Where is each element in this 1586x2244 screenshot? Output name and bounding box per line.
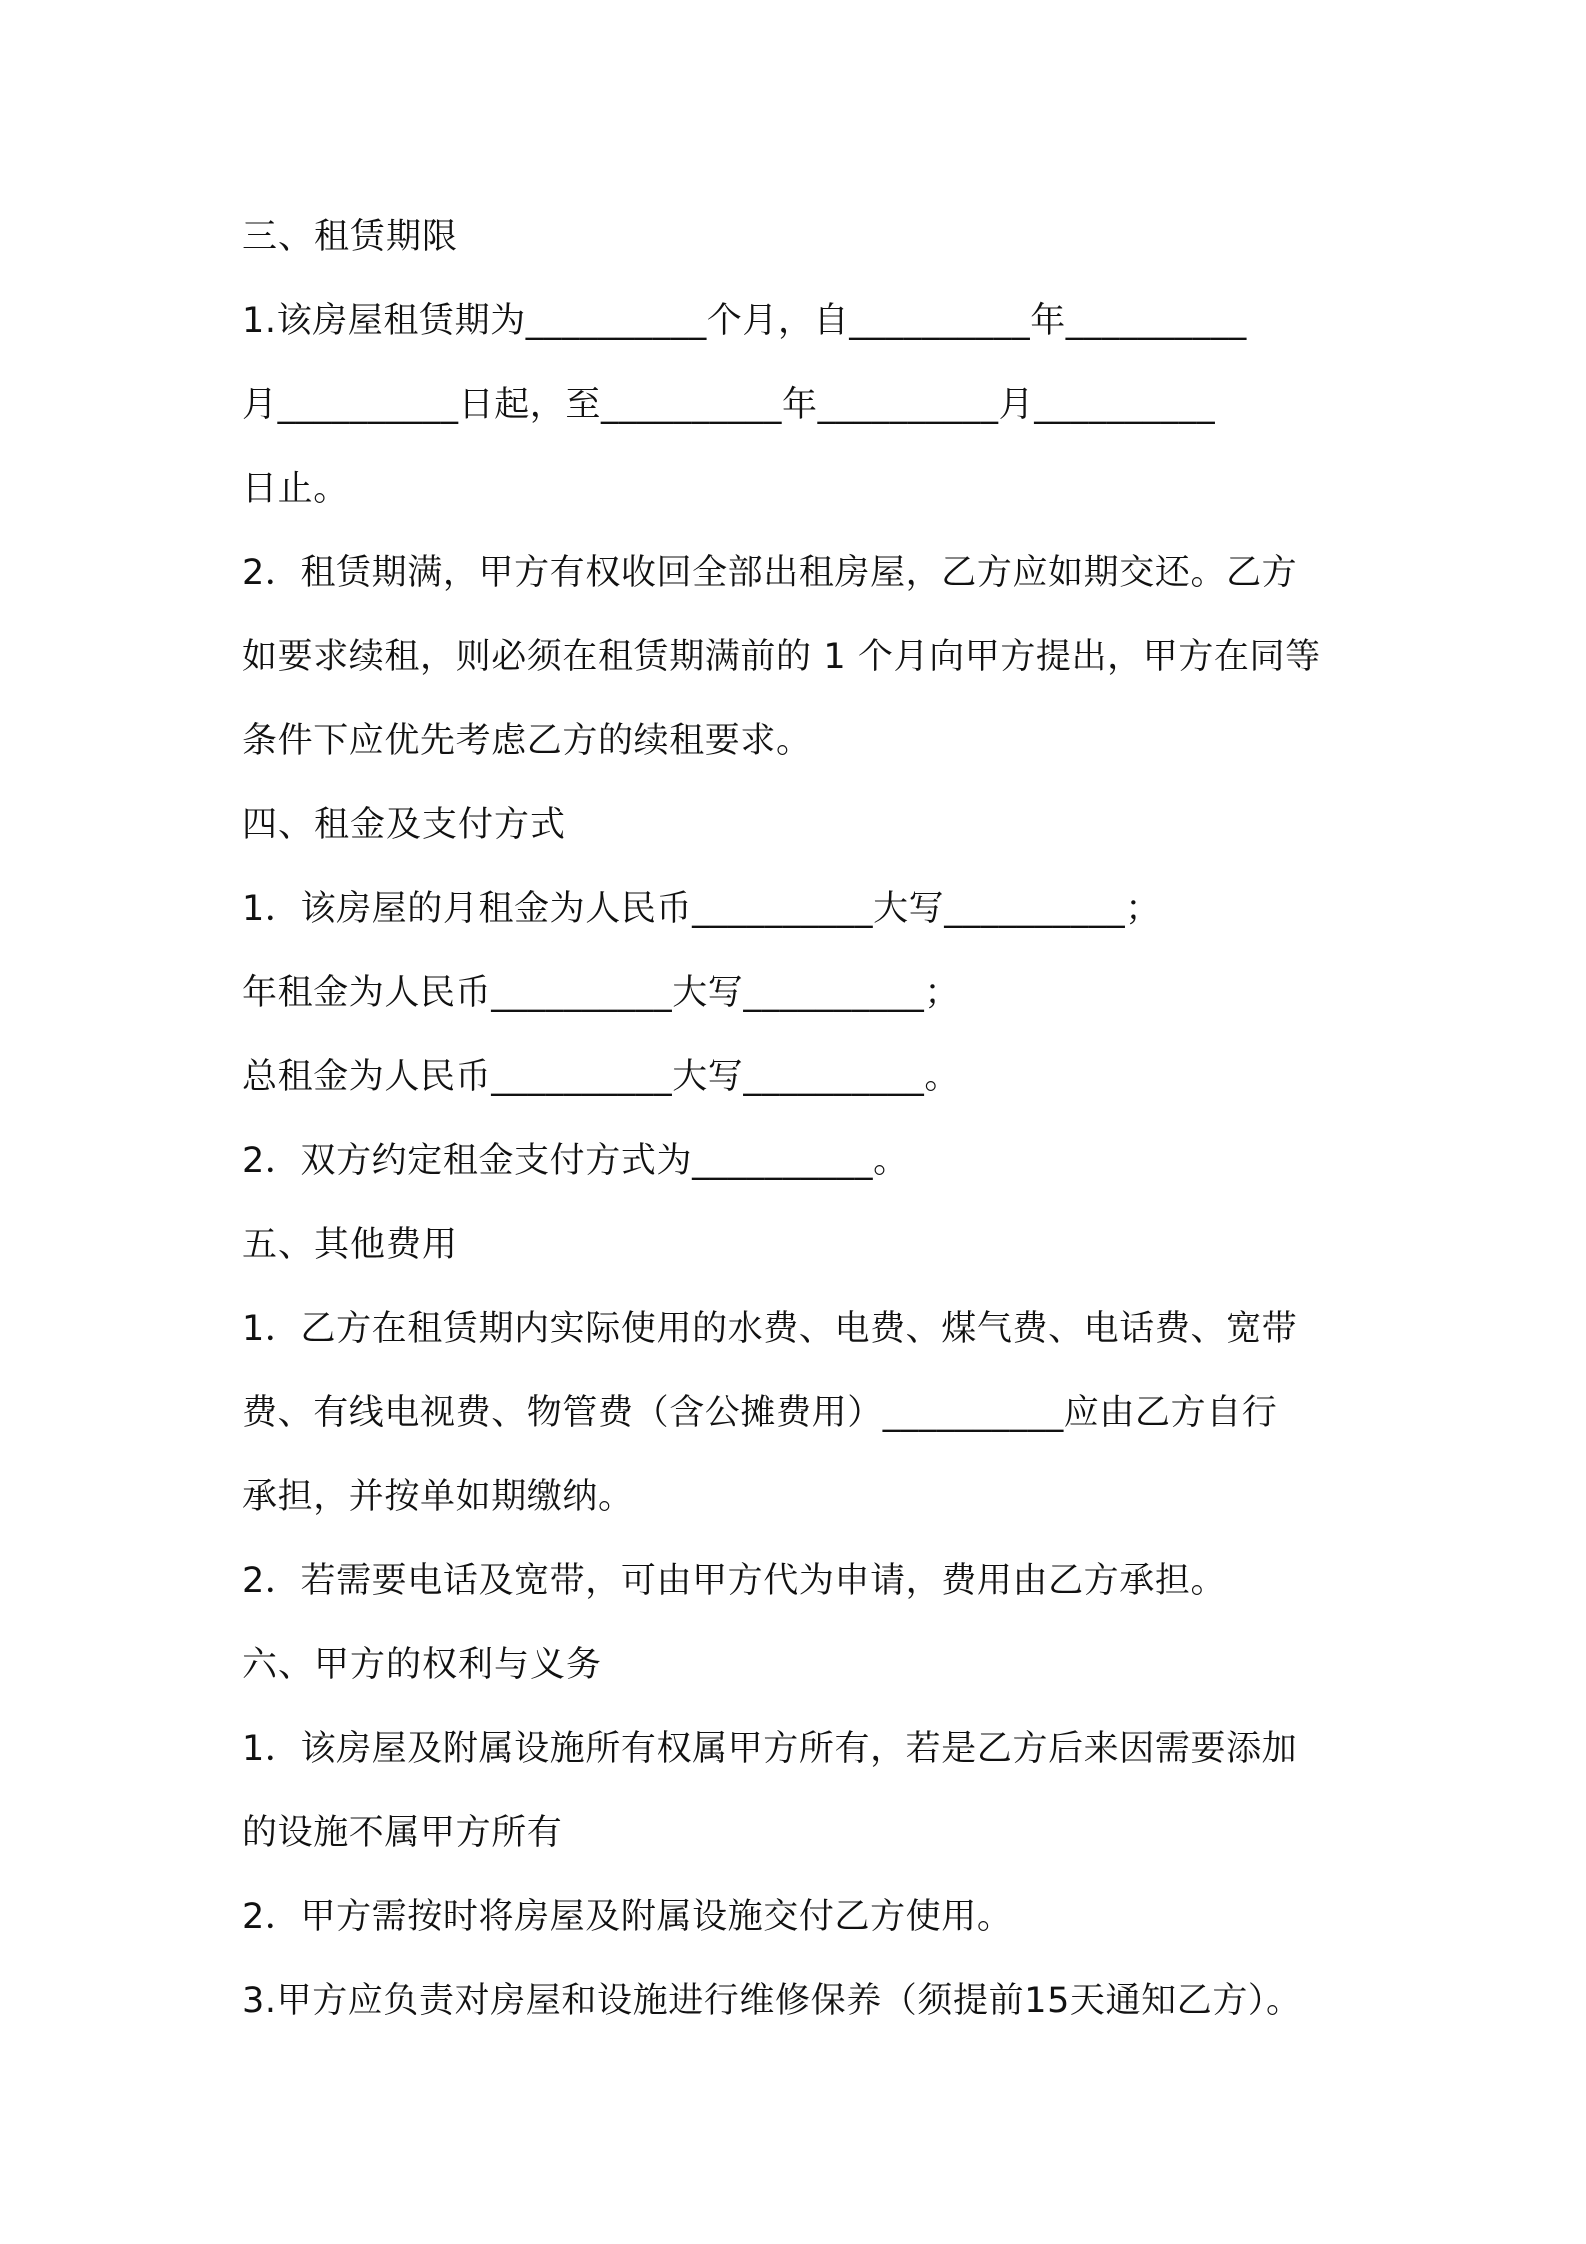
clause-5-1-line-1: 1．乙方在租赁期内实际使用的水费、电费、煤气费、电话费、宽带 [242,1309,1298,1349]
section-heading-rent-payment: 四、租金及支付方式 [242,805,567,845]
section-heading-party-a-rights: 六、甲方的权利与义务 [242,1645,603,1685]
clause-3-1-line-2: 月__________日起，至__________年__________月__________ [242,385,1216,425]
section-heading-lease-term: 三、租赁期限 [242,217,459,257]
section-heading-other-fees: 五、其他费用 [242,1225,459,1265]
clause-3-1-line-3: 日止。 [242,469,349,509]
clause-3-1-line-1: 1.该房屋租赁期为__________个月，自__________年__________ [242,301,1247,341]
clause-6-1-line-2: 的设施不属甲方所有 [242,1813,563,1853]
clause-4-2-payment-method: 2．双方约定租金支付方式为__________。 [242,1141,909,1181]
clause-4-1-total-rent: 总租金为人民币__________大写__________。 [242,1057,961,1097]
clause-3-2-line-1: 2．租赁期满，甲方有权收回全部出租房屋，乙方应如期交还。乙方 [242,553,1298,593]
clause-5-1-line-3: 承担，并按单如期缴纳。 [242,1477,634,1517]
clause-5-1-line-2: 费、有线电视费、物管费（含公摊费用）__________应由乙方自行 [242,1393,1278,1433]
document-body [242,195,1352,2043]
clause-3-2-line-3: 条件下应优先考虑乙方的续租要求。 [242,721,812,761]
clause-6-3: 3.甲方应负责对房屋和设施进行维修保养（须提前15天通知乙方）。 [242,1981,1302,2021]
clause-3-2-line-2: 如要求续租，则必须在租赁期满前的 1 个月向甲方提出，甲方在同等 [242,637,1321,677]
clause-5-2: 2．若需要电话及宽带，可由甲方代为申请，费用由乙方承担。 [242,1561,1227,1601]
clause-4-1-monthly-rent: 1．该房屋的月租金为人民币__________大写__________； [242,889,1161,929]
clause-6-1-line-1: 1．该房屋及附属设施所有权属甲方所有，若是乙方后来因需要添加 [242,1729,1298,1769]
clause-6-2: 2．甲方需按时将房屋及附属设施交付乙方使用。 [242,1897,1013,1937]
clause-4-1-annual-rent: 年租金为人民币__________大写__________； [242,973,961,1013]
